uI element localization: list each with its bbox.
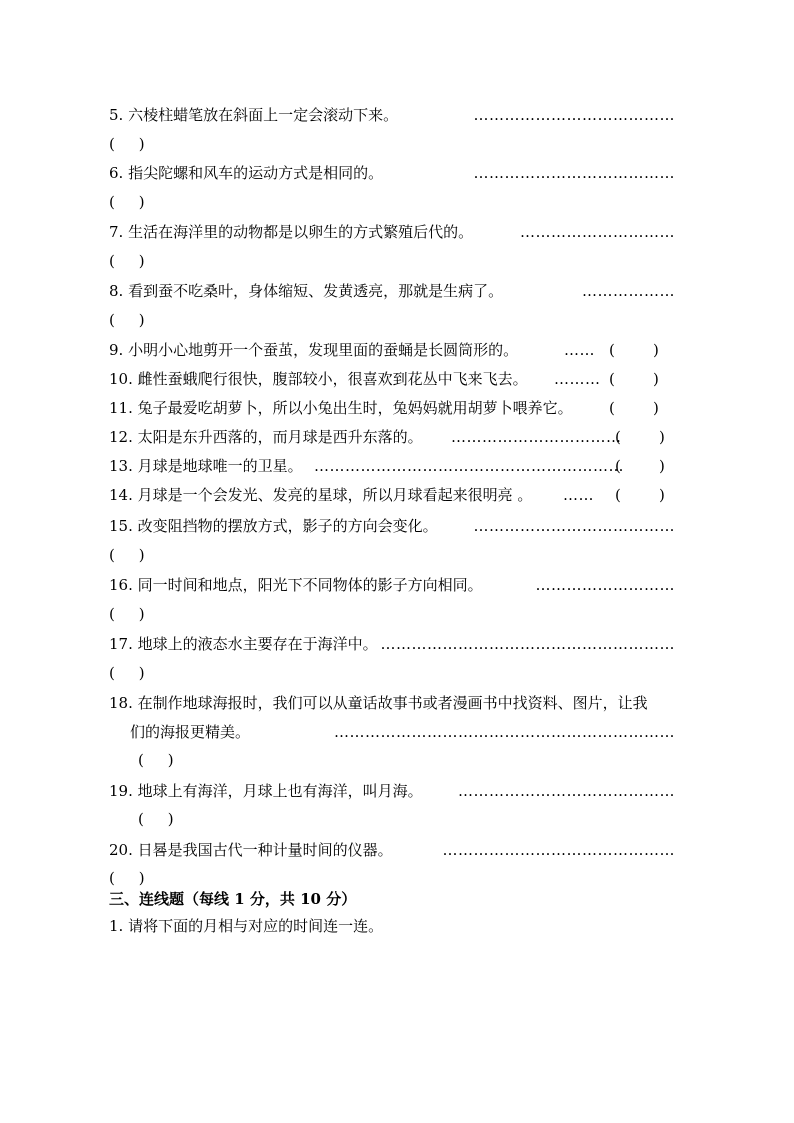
question-7 (109, 219, 675, 245)
answer-parentheses[interactable]: ( ) (609, 399, 659, 417)
question-text: 19. 地球上有海洋，月球上也有海洋，叫月海。 (109, 782, 423, 800)
leader-dots: ………………………………………………… (380, 635, 675, 653)
leader-dots: ……………… (582, 282, 675, 300)
question-20 (109, 837, 675, 863)
question-text: 11. 兔子最爱吃胡萝卜，所以小兔出生时，兔妈妈就用胡萝卜喂养它。 (109, 399, 573, 417)
question-text: 6. 指尖陀螺和风车的运动方式是相同的。 (109, 164, 384, 182)
question-text: 14. 月球是一个会发光、发亮的星球，所以月球看起来很明亮 。 (109, 486, 533, 504)
leader-dots: ……………………… (535, 576, 675, 594)
question-text: 20. 日晷是我国古代一种计量时间的仪器。 (109, 841, 393, 859)
question-text: 15. 改变阻挡物的摆放方式，影子的方向会变化。 (109, 517, 438, 535)
leader-dots: ………………………… (520, 223, 675, 241)
question-13 (109, 453, 675, 479)
answer-parentheses[interactable]: ( ) (109, 252, 145, 270)
answer-parentheses[interactable]: ( ) (109, 135, 145, 153)
question-11 (109, 395, 675, 421)
answer-parentheses[interactable]: ( ) (138, 810, 174, 828)
question-text: 9. 小明小心地剪开一个蚕茧，发现里面的蚕蛹是长圆筒形的。 (109, 341, 519, 359)
question-6 (109, 160, 675, 186)
answer-parentheses[interactable]: ( ) (109, 869, 145, 887)
leader-dots: ………………………………… (473, 164, 675, 182)
leader-dots: ……………………………………… (442, 841, 675, 859)
answer-parentheses[interactable]: ( ) (109, 664, 145, 682)
question-text: 13. 月球是地球唯一的卫星。 (109, 457, 303, 475)
question-text: 12. 太阳是东升西落的，而月球是西升东落的。 (109, 428, 423, 446)
question-14 (109, 482, 675, 508)
question-18-continued (109, 719, 675, 745)
leader-dots: ………………………………… (473, 106, 675, 124)
question-text-continued: 们的海报更精美。 (130, 723, 251, 741)
question-8 (109, 278, 675, 304)
leader-dots: …… (563, 486, 594, 504)
matching-question-1: 1. 请将下面的月相与对应的时间连一连。 (109, 917, 384, 935)
answer-parentheses[interactable]: ( ) (109, 193, 145, 211)
answer-parentheses[interactable]: ( ) (609, 370, 659, 388)
question-text: 8. 看到蚕不吃桑叶，身体缩短、发黄透亮，那就是生病了。 (109, 282, 504, 300)
question-text: 7. 生活在海洋里的动物都是以卵生的方式繁殖后代的。 (109, 223, 474, 241)
answer-parentheses[interactable]: ( ) (109, 605, 145, 623)
question-15 (109, 513, 675, 539)
question-18 (109, 690, 675, 716)
section-heading: 三、连线题（每线 1 分，共 10 分） (109, 890, 357, 908)
question-17 (109, 631, 675, 657)
question-text: 10. 雌性蚕蛾爬行很快，腹部较小，很喜欢到花丛中飞来飞去。 (109, 370, 528, 388)
answer-parentheses[interactable]: ( ) (615, 486, 665, 504)
question-text: 18. 在制作地球海报时，我们可以从童话故事书或者漫画书中找资料、图片，让我 (109, 694, 648, 712)
question-12 (109, 424, 675, 450)
leader-dots: ………………………………… (473, 517, 675, 535)
leader-dots: ……… (554, 370, 601, 388)
leader-dots: …………………………………… (458, 782, 675, 800)
question-5 (109, 102, 675, 128)
answer-parentheses[interactable]: ( ) (109, 311, 145, 329)
question-16 (109, 572, 675, 598)
answer-parentheses[interactable]: ( ) (609, 341, 659, 359)
leader-dots: …………………………… (451, 428, 622, 446)
question-19 (109, 778, 675, 804)
answer-parentheses[interactable]: ( ) (109, 546, 145, 564)
answer-parentheses[interactable]: ( ) (138, 751, 174, 769)
question-10 (109, 366, 675, 392)
question-9 (109, 337, 675, 363)
leader-dots: …… (564, 341, 595, 359)
question-text: 17. 地球上的液态水主要存在于海洋中。 (109, 635, 378, 653)
answer-parentheses[interactable]: ( ) (615, 428, 665, 446)
answer-parentheses[interactable]: ( ) (615, 457, 665, 475)
question-text: 5. 六棱柱蜡笔放在斜面上一定会滚动下来。 (109, 106, 399, 124)
question-text: 16. 同一时间和地点，阳光下不同物体的影子方向相同。 (109, 576, 483, 594)
leader-dots: ………………………………………………………… (334, 723, 675, 741)
leader-dots: …………………………………………………… (314, 457, 624, 475)
